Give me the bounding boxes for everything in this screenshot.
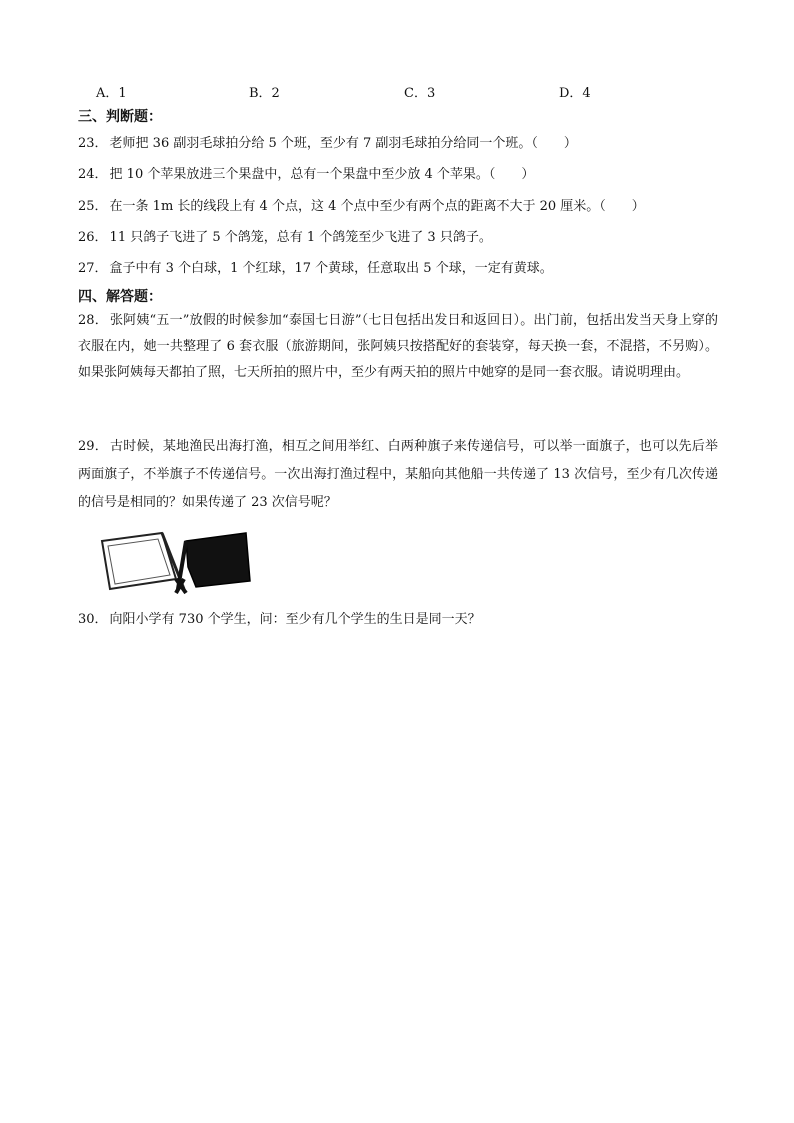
question-24 bbox=[78, 162, 718, 187]
question-number: 28． bbox=[78, 313, 108, 328]
question-text: 把 10 个苹果放进三个果盘中，总有一个果盘中至少放 4 个苹果。（ ） bbox=[109, 167, 535, 182]
black-flag-icon bbox=[178, 533, 250, 589]
question-number: 24． bbox=[78, 167, 108, 182]
question-number: 23． bbox=[78, 136, 108, 151]
question-number: 26． bbox=[78, 230, 108, 245]
question-25 bbox=[78, 194, 718, 219]
question-number: 25． bbox=[78, 199, 108, 214]
option-c: C．3 bbox=[404, 86, 436, 101]
question-text: 在一条 1m 长的线段上有 4 个点，这 4 个点中至少有两个点的距离不大于 20 厘米。（ ） bbox=[109, 199, 645, 214]
question-number: 29． bbox=[78, 439, 108, 454]
white-flag-icon bbox=[102, 533, 184, 589]
question-26 bbox=[78, 225, 718, 250]
question-30 bbox=[78, 607, 718, 632]
question-number: 27． bbox=[78, 261, 108, 276]
question-text: 古时候，某地渔民出海打渔，相互之间用举红、白两种旗子来传递信号，可以举一面旗子，也可以先后举两面旗子，不举旗子不传递信号。一次出海打渔过程中，某船向其他船一共传递了 13 次信号，至少有几次传递的信号是相同的？如果传递了 23 次信号呢？ bbox=[78, 439, 718, 510]
answer-options bbox=[96, 82, 736, 102]
question-28 bbox=[78, 308, 718, 386]
question-29 bbox=[78, 433, 718, 517]
question-number: 30． bbox=[78, 612, 108, 627]
section-heading-judge: 三、判断题： bbox=[78, 109, 162, 125]
section-heading-answer: 四、解答题： bbox=[78, 289, 162, 305]
question-text: 向阳小学有 730 个学生，问：至少有几个学生的生日是同一天？ bbox=[109, 612, 481, 627]
question-text: 11 只鸽子飞进了 5 个鸽笼，总有 1 个鸽笼至少飞进了 3 只鸽子。 bbox=[109, 230, 492, 245]
flags-illustration bbox=[96, 527, 256, 597]
question-27 bbox=[78, 256, 718, 281]
option-b: B．2 bbox=[249, 86, 280, 101]
question-text: 盒子中有 3 个白球，1 个红球，17 个黄球，任意取出 5 个球，一定有黄球。 bbox=[109, 261, 553, 276]
option-d: D．4 bbox=[559, 86, 591, 101]
question-text: 老师把 36 副羽毛球拍分给 5 个班，至少有 7 副羽毛球拍分给同一个班。（ ） bbox=[109, 136, 577, 151]
question-23 bbox=[78, 131, 718, 156]
option-a: A．1 bbox=[96, 86, 127, 101]
question-text: 张阿姨“五一”放假的时候参加“泰国七日游”（七日包括出发日和返回日）。出门前，包括出发当天身上穿的衣服在内，她一共整理了 6 套衣服（旅游期间，张阿姨只按搭配好的套装穿，每天换一套，不混搭，不另购）。如果张阿姨每天都拍了照，七天所拍的照片中，至少有两天拍的照片中她穿的是同一套衣服。请说明理由。 bbox=[78, 313, 718, 380]
